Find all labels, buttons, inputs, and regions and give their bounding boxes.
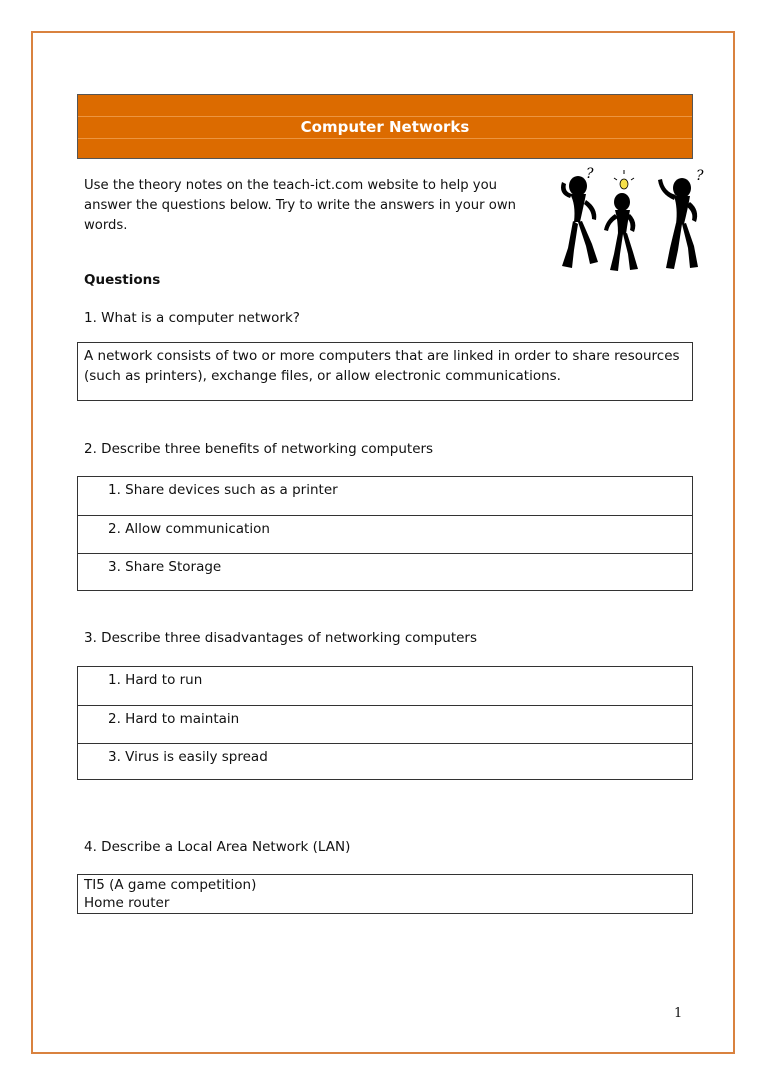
figure-left [561,176,598,268]
answer-box-4[interactable] [77,874,693,914]
answer-2-item: 3. Share Storage [108,559,222,575]
answer-1-text: A network consists of two or more computers that are linked in order to share resources (such as printers), exchange files, or allow electronic communications. [84,348,680,384]
questions-heading: Questions [84,272,161,288]
answer-3-row[interactable] [78,705,692,744]
answer-2-row[interactable] [78,515,692,554]
answer-2-item: 2. Allow communication [108,521,270,537]
page-number: 1 [674,1006,683,1021]
answer-3-row[interactable] [78,667,692,705]
intro-text: Use the theory notes on the teach-ict.com website to help you answer the questions below. Try to write the answers in your own words. [84,178,516,233]
page-title: Computer Networks [300,118,470,136]
answer-3-item: 1. Hard to run [108,672,203,688]
answer-box-2[interactable] [77,476,693,591]
answer-2-row[interactable] [78,477,692,515]
answer-3-item: 3. Virus is easily spread [108,749,268,765]
answer-4-line: TI5 (A game competition) [84,877,257,893]
title-banner [77,94,693,159]
question-1: 1. What is a computer network? [84,310,300,326]
answer-2-item: 1. Share devices such as a printer [108,482,338,498]
answer-2-row[interactable] [78,553,692,592]
answer-box-3[interactable] [77,666,693,780]
question-3: 3. Describe three disadvantages of networking computers [84,630,478,646]
question-4: 4. Describe a Local Area Network (LAN) [84,839,351,855]
svg-text:?: ? [696,168,704,184]
answer-4-line: Home router [84,895,170,911]
answer-box-1[interactable] [77,342,693,401]
figure-right [658,178,698,269]
figure-middle [604,193,638,271]
answer-3-row[interactable] [78,743,692,782]
thinking-people-clipart [540,164,710,276]
question-2: 2. Describe three benefits of networking computers [84,441,434,457]
answer-3-item: 2. Hard to maintain [108,711,240,727]
svg-text:?: ? [586,166,594,182]
